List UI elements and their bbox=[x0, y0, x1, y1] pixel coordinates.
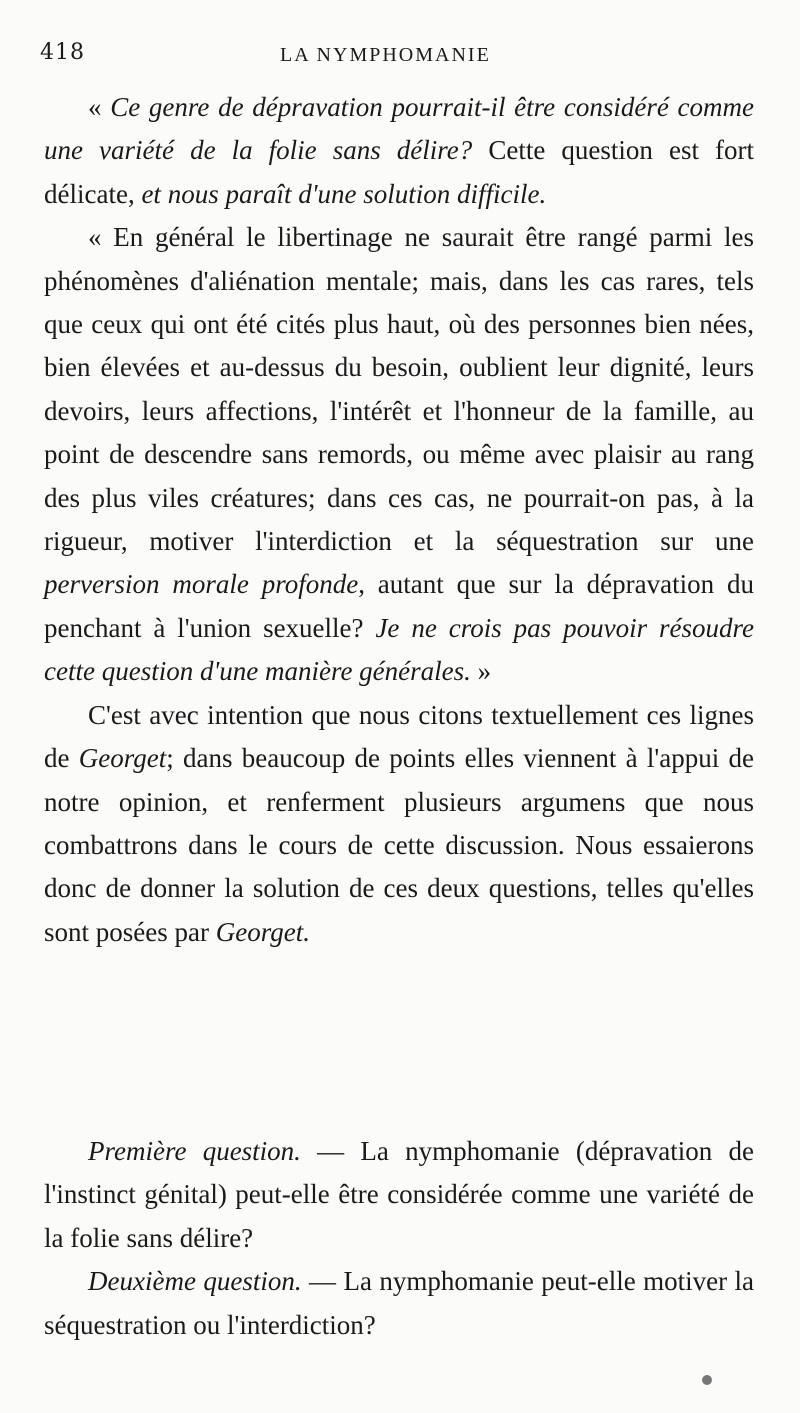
page-header bbox=[0, 40, 800, 80]
text-run: — La nymphomanie peut-elle motiver la séquestration ou l'interdiction? bbox=[44, 1266, 754, 1340]
running-title: LA NYMPHOMANIE bbox=[280, 44, 491, 66]
italic-run: Georget bbox=[78, 743, 167, 774]
questions-block bbox=[44, 1130, 754, 1347]
ink-spot bbox=[702, 1375, 712, 1385]
italic-run: Georget. bbox=[215, 916, 310, 947]
text-run: » bbox=[470, 656, 492, 687]
paragraph bbox=[44, 694, 754, 954]
text-run: , autant que sur la dépravation du penchant à l'union sexuelle? bbox=[44, 569, 754, 643]
paragraph bbox=[44, 216, 754, 693]
question bbox=[44, 1130, 754, 1260]
italic-run: perversion morale profonde bbox=[44, 569, 359, 600]
text-run: « bbox=[88, 92, 111, 122]
italic-run: Je ne crois pas pouvoir résoudre cette question d'une manière générales. bbox=[44, 612, 754, 687]
text-run: « En général le libertinage ne saurait être rangé parmi les phénomènes d'aliénation mentale; mais, dans les cas rares, tels que ceux qui ont été cités plus haut, où des personnes bien nées, bien élevées et au-dessus du besoin, oublient leur dignité, leurs devoirs, leurs affections, l'intérêt et l'honneur de la famille, au point de descendre sans remords, ou même avec plaisir au rang des plus viles créatures; dans ces cas, ne pourrait-on pas, à la rigueur, motiver l'interdiction et la séquestration sur une bbox=[44, 222, 754, 557]
italic-run: et nous paraît d'une solution difficile. bbox=[141, 178, 547, 209]
question bbox=[44, 1260, 754, 1347]
body-text bbox=[44, 86, 754, 954]
italic-run: Deuxième question. bbox=[88, 1266, 302, 1297]
text-run: — La nymphomanie (dépravation de l'instinct génital) peut-elle être considérée comme une variété de la folie sans délire? bbox=[44, 1136, 754, 1253]
italic-run: Première question. bbox=[88, 1136, 301, 1166]
text-run: Cette question est fort délicate, bbox=[44, 135, 754, 209]
page-number: 418 bbox=[40, 40, 85, 65]
paragraph bbox=[44, 86, 754, 216]
text-run: ; dans beaucoup de points elles viennent à l'appui de notre opinion, et renferment plusieurs argumens que nous combattrons dans le cours de cette discussion. Nous essaierons donc de donner la solution de ces deux questions, telles qu'elles sont posées par bbox=[44, 743, 754, 947]
text-run: C'est avec intention que nous citons textuellement ces lignes de bbox=[44, 699, 754, 774]
italic-run: Ce genre de dépravation pourrait-il être considéré comme une variété de la folie sans délire? bbox=[44, 92, 755, 166]
